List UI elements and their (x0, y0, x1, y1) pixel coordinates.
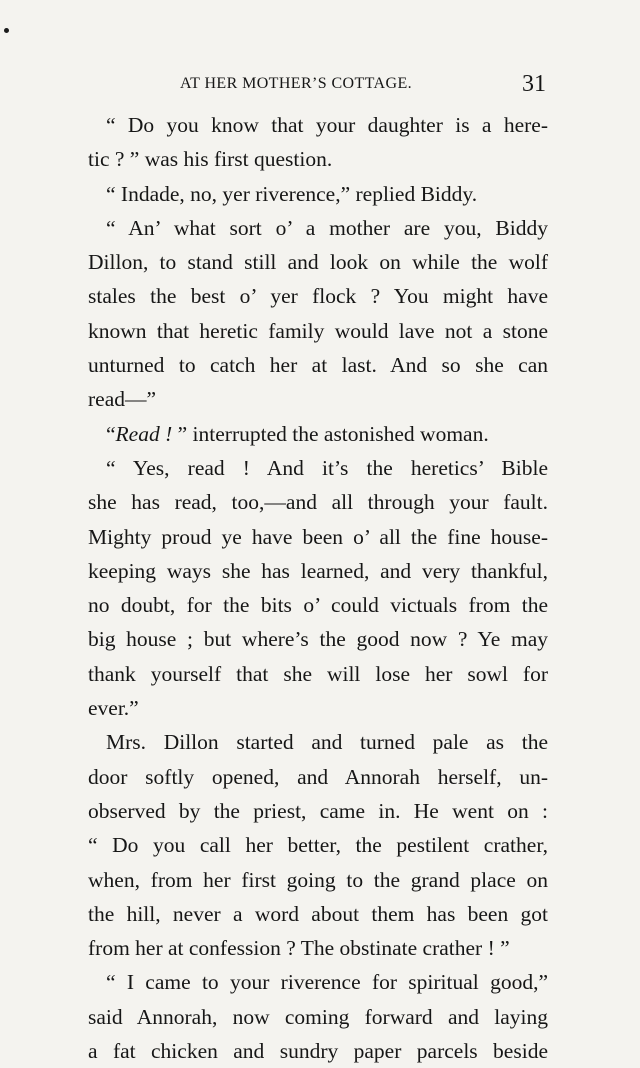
body-text (88, 108, 548, 1068)
text-line: Dillon, to stand still and look on while the wolf (88, 250, 548, 275)
page-number: 31 (522, 71, 546, 97)
text-line: when, from her first going to the grand place on (88, 867, 548, 892)
text-line: said Annorah, now coming forward and laying (88, 1004, 548, 1029)
text-line: observed by the priest, came in. He went on : (88, 798, 548, 823)
text-line: thank yourself that she will lose her sowl for (88, 661, 548, 686)
text-line: “ I came to your riverence for spiritual good,” (106, 970, 548, 995)
text-line: Mighty proud ye have been o’ all the fine house- (88, 524, 548, 549)
running-head (88, 67, 546, 101)
text-line: Mrs. Dillon started and turned pale as the (106, 730, 548, 755)
text-line: ever.” (88, 696, 139, 721)
text-line: known that heretic family would lave not a stone (88, 318, 548, 343)
text-line: tic ? ” was his first question. (88, 147, 333, 172)
text-line: “ Yes, read ! And it’s the heretics’ Bible (106, 455, 548, 480)
text-line: door softly opened, and Annorah herself, un- (88, 764, 548, 789)
text-line: read—” (88, 387, 157, 412)
text-line: big house ; but where’s the good now ? Ye may (88, 627, 548, 652)
text-line: “ Do you know that your daughter is a here- (106, 113, 548, 137)
text-line: unturned to catch her at last. And so she can (88, 353, 548, 378)
text-line: stales the best o’ yer flock ? You might have (88, 284, 548, 309)
text-line: “ An’ what sort o’ a mother are you, Biddy (106, 215, 548, 240)
running-title: AT HER MOTHER’S COTTAGE. (180, 75, 413, 92)
text-line: no doubt, for the bits o’ could victuals from the (88, 593, 548, 618)
text-line: keeping ways she has learned, and very thankful, (88, 558, 548, 583)
text-line-remainder: ” interrupted the astonished woman. (172, 421, 489, 446)
text-line: she has read, too,—and all through your fault. (88, 490, 548, 515)
text-line: a fat chicken and sundry paper parcels beside (88, 1039, 548, 1064)
text-line: from her at confession ? The obstinate crather ! ” (88, 936, 510, 961)
text-line: “ Do you call her better, the pestilent crather, (88, 833, 548, 858)
quote-mark: “ (106, 421, 116, 446)
text-line: the hill, never a word about them has been got (88, 901, 548, 926)
text-line-with-emphasis (88, 417, 548, 451)
text-line: “ Indade, no, yer riverence,” replied Biddy. (106, 181, 478, 206)
page-edge-mark (4, 28, 9, 33)
emphasized-word: Read ! (115, 421, 173, 446)
